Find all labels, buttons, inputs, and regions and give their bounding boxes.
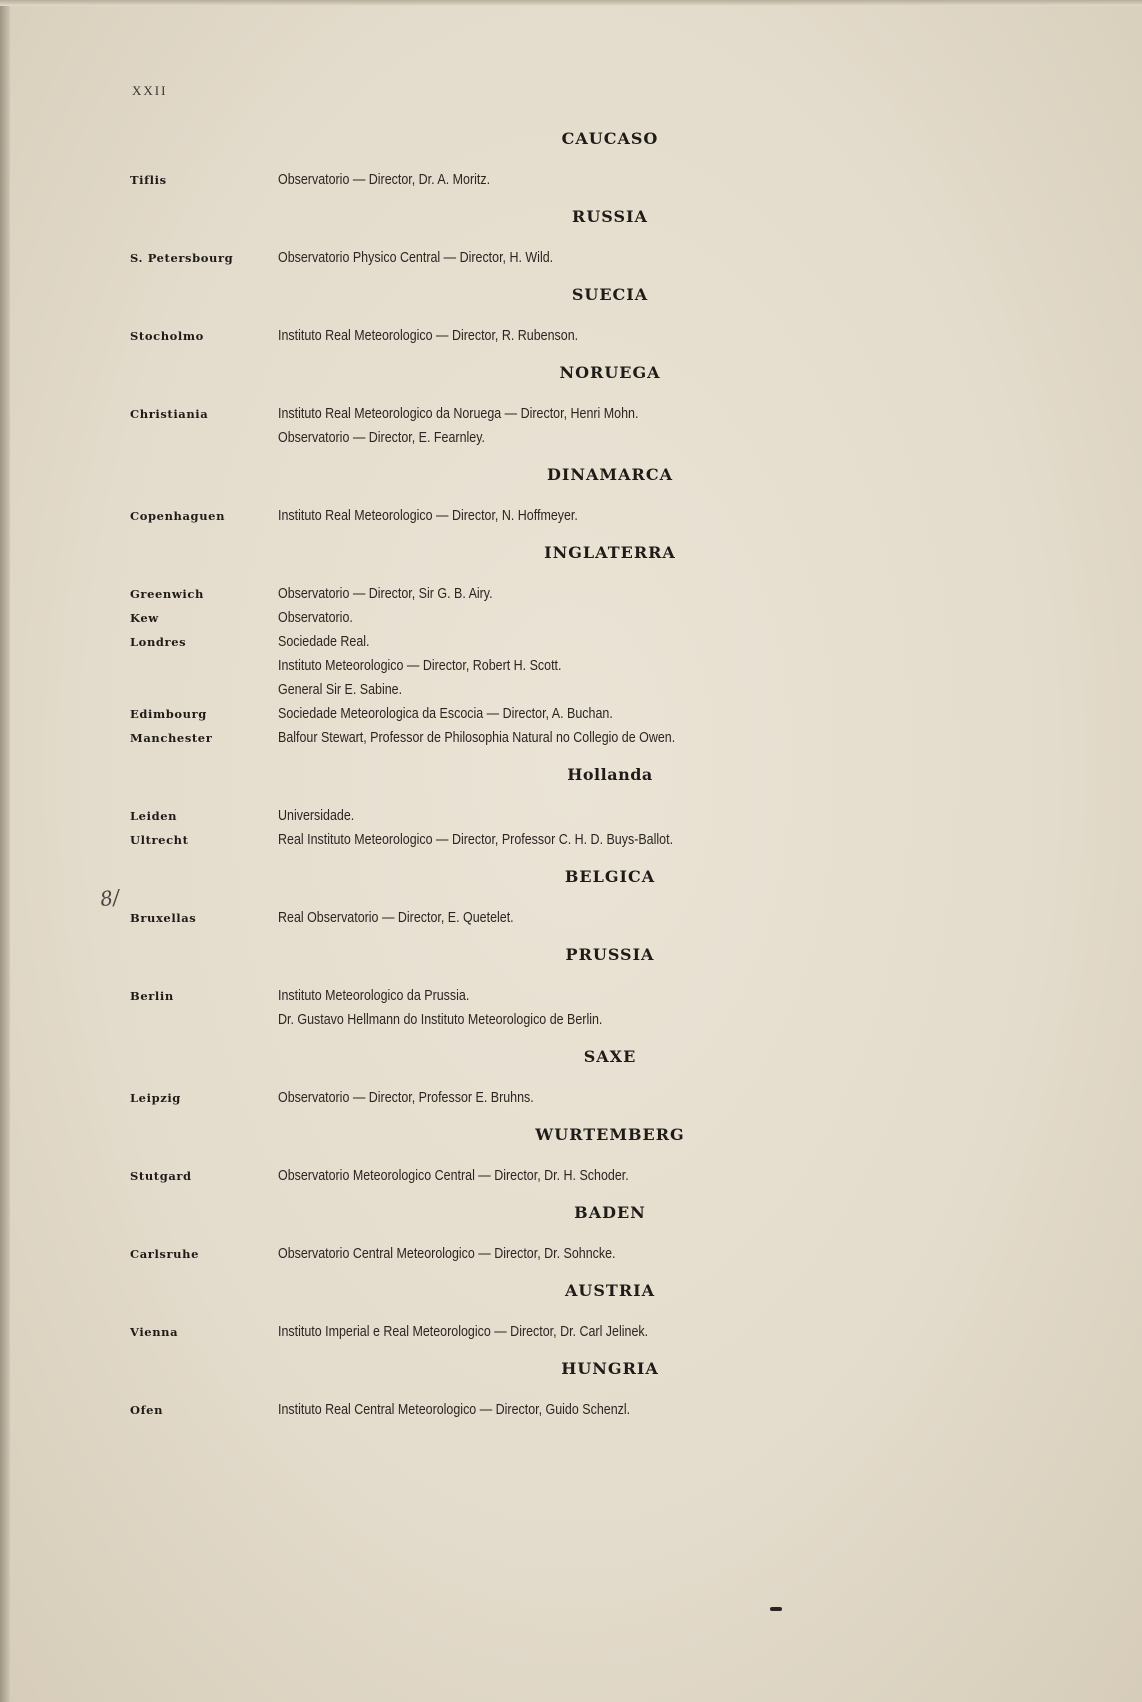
city-name: Bruxellas: [130, 911, 197, 925]
institution-entry: Observatorio.: [278, 610, 353, 626]
directory-row: [130, 630, 1060, 654]
institution-entry: Observatorio — Director, E. Fearnley.: [278, 430, 485, 446]
country-heading: SUECIA: [571, 285, 649, 304]
country-section: [130, 1280, 1060, 1344]
city-name: Edimbourg: [130, 707, 207, 721]
country-heading: BELGICA: [564, 867, 656, 886]
city-name: Christiania: [130, 407, 209, 421]
directory-row: [130, 168, 1060, 192]
institution-entry: Universidade.: [278, 808, 355, 824]
country-heading: WURTEMBERG: [535, 1125, 685, 1144]
country-section: [130, 128, 1060, 192]
institution-entry: Real Observatorio — Director, E. Quetelet.: [278, 910, 514, 926]
country-section: [130, 362, 1060, 450]
directory-row: [130, 984, 1060, 1008]
directory-row: [130, 702, 1060, 726]
city-name: Stocholmo: [130, 329, 204, 343]
country-section: [130, 944, 1060, 1032]
directory-row: [130, 324, 1060, 348]
country-section: [130, 542, 1060, 750]
directory-row: [130, 804, 1060, 828]
country-section: [130, 464, 1060, 528]
directory-row: [130, 582, 1060, 606]
directory-row: [130, 726, 1060, 750]
institution-entry: General Sir E. Sabine.: [278, 682, 403, 698]
city-name: Londres: [130, 635, 187, 649]
institution-entry: Balfour Stewart, Professor de Philosophia Natural no Collegio de Owen.: [278, 730, 676, 746]
institution-entry: Observatorio Meteorologico Central — Director, Dr. H. Schoder.: [278, 1168, 629, 1184]
city-name: Leiden: [130, 809, 178, 823]
directory-row: [130, 1398, 1060, 1422]
country-heading: DINAMARCA: [547, 465, 673, 484]
country-section: [130, 206, 1060, 270]
country-heading: PRUSSIA: [565, 945, 655, 964]
country-heading: HUNGRIA: [561, 1359, 659, 1378]
city-name: Stutgard: [130, 1169, 192, 1183]
country-section: [130, 764, 1060, 852]
institution-entry: Instituto Real Central Meteorologico — Director, Guido Schenzl.: [278, 1402, 631, 1418]
city-name: Berlin: [130, 989, 174, 1003]
directory-row: [130, 1008, 1060, 1032]
city-name: Ultrecht: [130, 833, 189, 847]
institution-entry: Real Instituto Meteorologico — Director, Professor C. H. D. Buys-Ballot.: [278, 832, 674, 848]
city-name: Vienna: [130, 1325, 179, 1339]
page-number: XXII: [132, 83, 168, 98]
directory-row: [130, 426, 1060, 450]
country-section: [130, 1358, 1060, 1422]
institution-entry: Instituto Real Meteorologico — Director, R. Rubenson.: [278, 328, 579, 344]
directory-row: [130, 1320, 1060, 1344]
directory-row: [130, 606, 1060, 630]
directory-row: [130, 1086, 1060, 1110]
institution-entry: Observatorio — Director, Sir G. B. Airy.: [278, 586, 493, 602]
country-section: [130, 284, 1060, 348]
directory-row: [130, 906, 1060, 930]
city-name: Copenhaguen: [130, 509, 226, 523]
country-heading: CAUCASO: [561, 129, 659, 148]
directory-row: [130, 402, 1060, 426]
city-name: S. Petersbourg: [130, 251, 234, 265]
city-name: Ofen: [130, 1403, 164, 1417]
margin-pencil-note: 8/: [98, 884, 122, 912]
institution-entry: Instituto Meteorologico da Prussia.: [278, 988, 470, 1004]
institution-entry: Observatorio Physico Central — Director, H. Wild.: [278, 250, 554, 266]
institution-entry: Dr. Gustavo Hellmann do Instituto Meteorologico de Berlin.: [278, 1012, 603, 1028]
country-section: [130, 1202, 1060, 1266]
institution-entry: Instituto Real Meteorologico da Noruega — Director, Henri Mohn.: [278, 406, 639, 422]
country-heading: AUSTRIA: [564, 1281, 656, 1300]
institution-entry: Sociedade Real.: [278, 634, 370, 650]
country-heading: RUSSIA: [572, 207, 648, 226]
directory-listing: [130, 120, 1060, 1436]
city-name: Tiflis: [130, 173, 167, 187]
page-edge-shadow: [0, 0, 10, 1702]
ink-mark: [770, 1607, 782, 1611]
institution-entry: Instituto Meteorologico — Director, Robert H. Scott.: [278, 658, 562, 674]
city-name: Leipzig: [130, 1091, 181, 1105]
country-heading: Hollanda: [567, 765, 653, 784]
city-name: Kew: [130, 611, 159, 625]
city-name: Manchester: [130, 731, 213, 745]
directory-row: [130, 504, 1060, 528]
institution-entry: Observatorio Central Meteorologico — Director, Dr. Sohncke.: [278, 1246, 616, 1262]
directory-row: [130, 246, 1060, 270]
page-top-shadow: [0, 0, 1142, 6]
country-heading: INGLATERRA: [544, 543, 676, 562]
directory-row: [130, 678, 1060, 702]
institution-entry: Instituto Real Meteorologico — Director, N. Hoffmeyer.: [278, 508, 578, 524]
directory-row: [130, 1242, 1060, 1266]
directory-row: [130, 828, 1060, 852]
city-name: Carlsruhe: [130, 1247, 200, 1261]
country-section: [130, 1124, 1060, 1188]
directory-row: [130, 1164, 1060, 1188]
institution-entry: Observatorio — Director, Professor E. Bruhns.: [278, 1090, 534, 1106]
country-heading: NORUEGA: [559, 363, 661, 382]
country-section: [130, 866, 1060, 930]
institution-entry: Sociedade Meteorologica da Escocia — Director, A. Buchan.: [278, 706, 613, 722]
city-name: Greenwich: [130, 587, 204, 601]
country-heading: BADEN: [574, 1203, 646, 1222]
country-section: [130, 1046, 1060, 1110]
institution-entry: Observatorio — Director, Dr. A. Moritz.: [278, 172, 491, 188]
institution-entry: Instituto Imperial e Real Meteorologico — Director, Dr. Carl Jelinek.: [278, 1324, 649, 1340]
directory-row: [130, 654, 1060, 678]
country-heading: SAXE: [583, 1047, 637, 1066]
